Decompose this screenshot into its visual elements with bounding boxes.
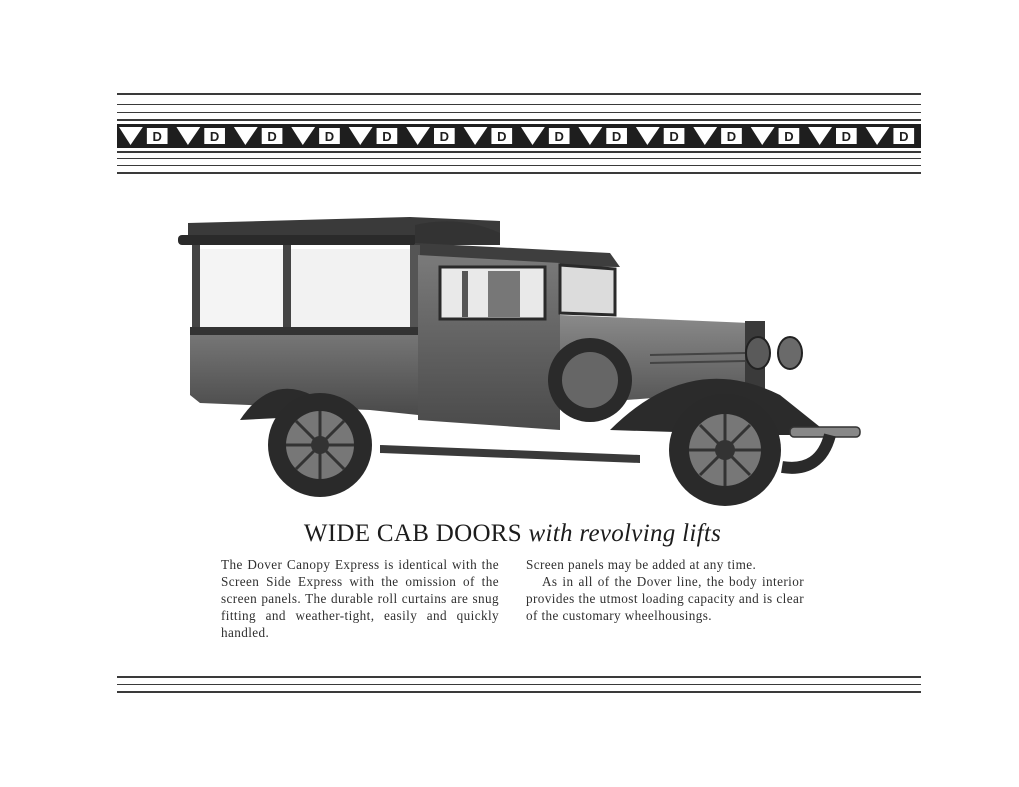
band-triangle (808, 127, 832, 145)
top-rule-4 (117, 119, 921, 121)
band-triangle (176, 127, 200, 145)
band-triangle (578, 127, 602, 145)
decorative-band (117, 124, 921, 148)
heading-italic: with revolving lifts (528, 520, 722, 547)
band-triangle (866, 127, 890, 145)
truck-illustration (170, 205, 870, 515)
band-letter: D (497, 129, 507, 144)
top-rule-5 (117, 151, 921, 153)
band-triangle (464, 127, 488, 145)
band-triangle (693, 127, 717, 145)
bottom-rule-2 (117, 684, 921, 685)
band-triangle (751, 127, 775, 145)
band-triangle (234, 127, 258, 145)
top-rule-2 (117, 104, 921, 105)
heading-caps: WIDE CAB DOORS (303, 520, 522, 547)
top-rule-7 (117, 165, 921, 166)
band-letter: D (267, 129, 277, 144)
body-paragraph-right-2: As in all of the Dover line, the body interior provides the utmost loading capacity and is clear of the customary wheelhousings. (526, 574, 804, 623)
band-triangle (119, 127, 143, 145)
body-paragraph-right-1: Screen panels may be added at any time. (526, 557, 757, 572)
body-paragraph-left: The Dover Canopy Express is identical with the Screen Side Express with the omission of the screen panels. The durable roll curtains are snug fitting and weather-tight, easily and quickly handled. (221, 557, 499, 640)
band-letter: D (324, 129, 335, 144)
top-rule-6 (117, 158, 921, 159)
band-letter: D (554, 129, 564, 144)
band-letter: D (726, 129, 737, 144)
top-rule-8 (117, 172, 921, 174)
band-letter: D (152, 129, 162, 144)
band-triangle (406, 127, 430, 145)
band-letter: D (899, 129, 909, 144)
body-column-right (526, 556, 804, 624)
top-rule-3 (117, 112, 921, 113)
band-triangle (636, 127, 660, 145)
band-letter: D (669, 129, 679, 144)
band-letter: D (209, 129, 220, 144)
band-triangle (349, 127, 373, 145)
body-column-left (221, 556, 499, 641)
bottom-rule-1 (117, 676, 921, 678)
bottom-rule-3 (117, 691, 921, 693)
top-rule-1 (117, 93, 921, 95)
band-letter: D (382, 129, 392, 144)
band-letter: D (439, 129, 450, 144)
band-letter: D (784, 129, 794, 144)
band-letter: D (611, 129, 622, 144)
band-triangle (521, 127, 545, 145)
band-triangle (291, 127, 315, 145)
page-heading (220, 520, 805, 548)
band-letter: D (841, 129, 852, 144)
